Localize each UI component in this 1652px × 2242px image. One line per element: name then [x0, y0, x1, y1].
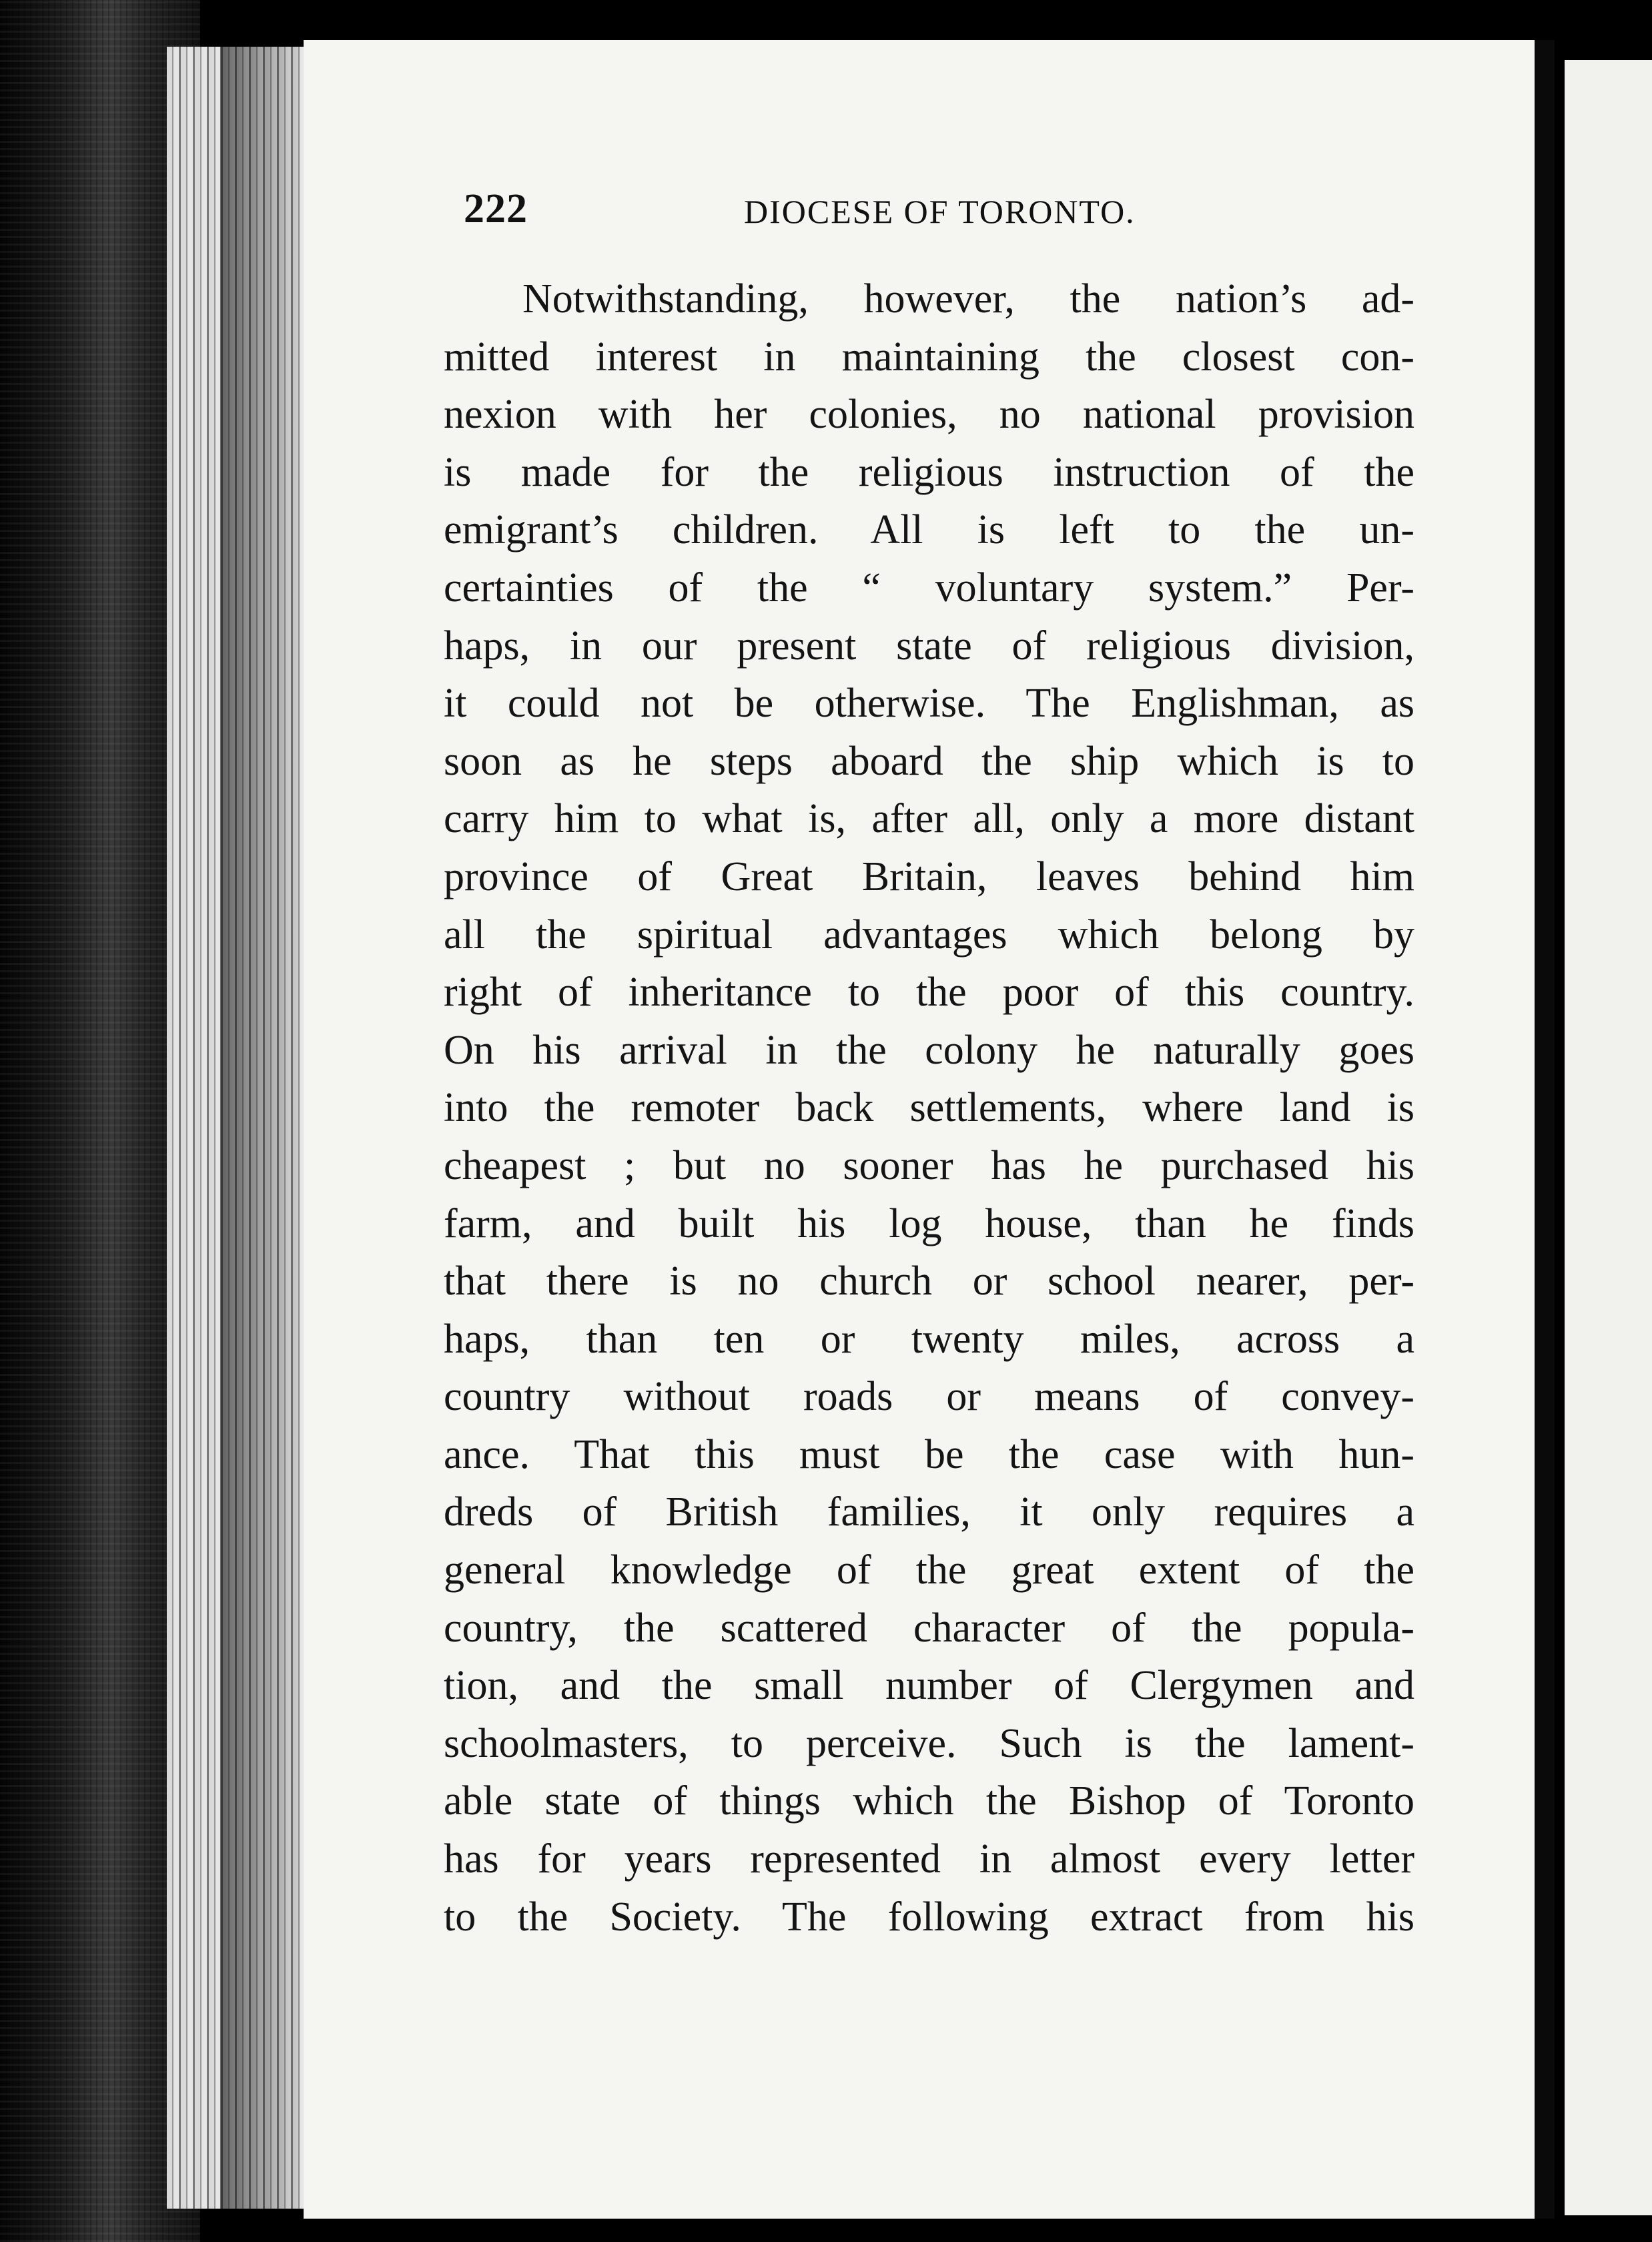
text-line: to the Society. The following extract from his	[444, 1894, 1414, 1940]
text-line: it could not be otherwise. The Englishman, as	[444, 681, 1414, 727]
text-line: right of inheritance to the poor of this country.	[444, 970, 1414, 1016]
text-line: ance. That this must be the case with hun-	[444, 1431, 1414, 1477]
text-line: schoolmasters, to perceive. Such is the lament-	[444, 1720, 1414, 1766]
text-line: able state of things which the Bishop of Toronto	[444, 1778, 1414, 1824]
text-line: haps, than ten or twenty miles, across a	[444, 1316, 1414, 1362]
text-line: On his arrival in the colony he naturally goes	[444, 1027, 1414, 1073]
text-line: cheapest ; but no sooner has he purchased his	[444, 1142, 1414, 1188]
page-number: 222	[464, 186, 528, 232]
text-line: certainties of the “ voluntary system.” Per-	[444, 565, 1414, 611]
text-line: haps, in our present state of religious division,	[444, 623, 1414, 669]
running-head	[464, 185, 1478, 239]
text-line: country without roads or means of convey-	[444, 1374, 1414, 1420]
next-page-edge	[1565, 60, 1652, 2215]
text-line: emigrant’s children. All is left to the un-	[444, 507, 1414, 553]
text-line: province of Great Britain, leaves behind him	[444, 853, 1414, 899]
text-line: tion, and the small number of Clergymen and	[444, 1663, 1414, 1709]
text-line: all the spiritual advantages which belong by	[444, 911, 1414, 958]
text-line: Notwithstanding, however, the nation’s ad-	[522, 276, 1414, 322]
running-title: DIOCESE OF TORONTO.	[744, 193, 1136, 230]
text-line: dreds of British families, it only requires a	[444, 1489, 1414, 1535]
text-line: has for years represented in almost every letter	[444, 1836, 1414, 1882]
text-line: general knowledge of the great extent of the	[444, 1547, 1414, 1593]
text-line: into the remoter back settlements, where land is	[444, 1085, 1414, 1131]
text-line: nexion with her colonies, no national provision	[444, 392, 1414, 438]
body-text	[444, 270, 1414, 1946]
text-line: farm, and built his log house, than he finds	[444, 1200, 1414, 1246]
text-line: soon as he steps aboard the ship which is to	[444, 738, 1414, 784]
text-line: carry him to what is, after all, only a more distant	[444, 796, 1414, 842]
page-divider	[1535, 40, 1555, 2219]
text-line: that there is no church or school nearer, per-	[444, 1258, 1414, 1304]
gutter-shadow	[220, 47, 300, 2209]
text-line: is made for the religious instruction of the	[444, 449, 1414, 495]
text-line: mitted interest in maintaining the closest con-	[444, 334, 1414, 380]
text-line: country, the scattered character of the popula-	[444, 1605, 1414, 1651]
